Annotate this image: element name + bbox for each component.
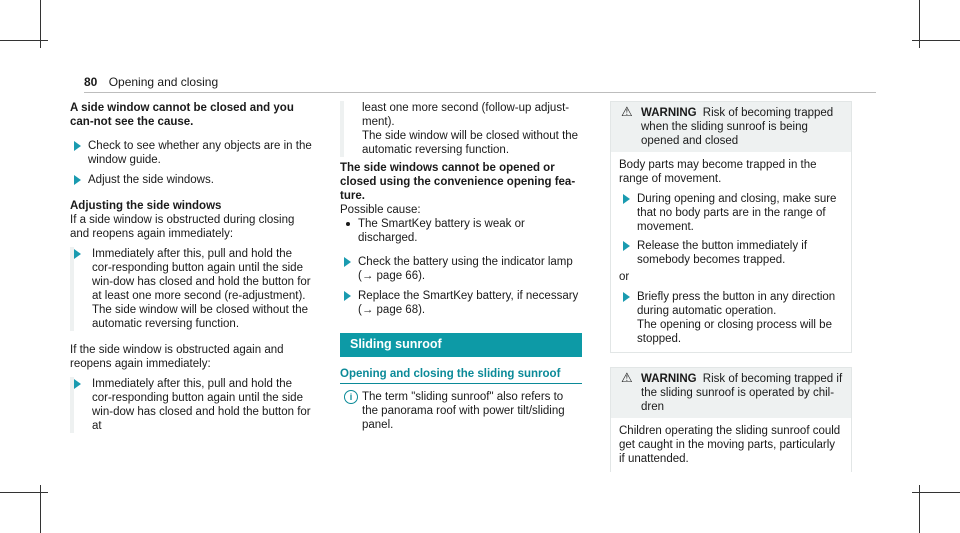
arrow-right-icon <box>344 257 351 267</box>
instruction-step: Check the battery using the indicator lamp (→ page 66). <box>340 255 582 283</box>
instruction-step: During opening and closing, make sure that no body parts are in the range of movement. <box>619 192 843 234</box>
warning-triangle-icon: ⚠ <box>621 370 633 385</box>
column-right <box>610 101 852 472</box>
column-left <box>70 101 312 439</box>
arrow-right-icon <box>623 241 630 251</box>
instruction-step: Briefly press the button in any direction during automatic operation. The opening or closing process will be stopped. <box>619 290 843 346</box>
instruction-step: Adjust the side windows. <box>70 173 312 187</box>
instruction-step: Immediately after this, pull and hold the cor-responding button again until the side win-dow has closed and hold the button for at least one more second (re-adjustment). The side window will be closed without the automatic reversing function. <box>70 247 312 331</box>
crop-mark <box>0 40 48 41</box>
section-title-bar <box>340 333 582 357</box>
instruction-step: Release the button immediately if somebody becomes trapped. <box>619 239 843 267</box>
problem-heading: The side windows cannot be opened or closed using the convenience opening fea-ture. <box>340 162 576 202</box>
arrow-right-icon <box>74 175 81 185</box>
instruction-step-continued: least one more second (follow-up adjust-ment). The side window will be closed without the automatic reversing function. <box>340 101 582 157</box>
paragraph: Possible cause: <box>340 204 421 216</box>
page-number: 80 <box>84 75 98 89</box>
subsection-title: Opening and closing the sliding sunroof <box>340 367 582 384</box>
warning-title: Risk of becoming trapped when the sliding sunroof is being opened and closed <box>641 107 834 147</box>
list-item: The SmartKey battery is weak or discharged. <box>340 217 582 245</box>
section-title: Sliding sunroof <box>350 337 442 351</box>
section-heading: Adjusting the side windows <box>70 200 222 212</box>
arrow-right-icon <box>344 291 351 301</box>
paragraph: If the side window is obstructed again and reopens again immediately: <box>70 344 284 370</box>
warning-label: WARNING <box>641 373 697 385</box>
warning-header <box>611 368 851 418</box>
crop-mark <box>912 40 960 41</box>
arrow-right-icon <box>623 194 630 204</box>
or-label: or <box>619 271 630 283</box>
problem-heading: A side window cannot be closed and you can-not see the cause. <box>70 102 294 128</box>
section-name: Opening and closing <box>108 75 219 89</box>
instruction-step: Replace the SmartKey battery, if necessary (→ page 68). <box>340 289 582 317</box>
paragraph: If a side window is obstructed during closing and reopens again immediately: <box>70 214 295 240</box>
column-middle <box>340 101 582 432</box>
arrow-right-icon <box>74 141 81 151</box>
arrow-right-icon <box>74 249 81 259</box>
crop-mark <box>0 492 48 493</box>
warning-body <box>611 152 851 352</box>
paragraph: Body parts may become trapped in the range of movement. <box>619 159 817 185</box>
warning-body <box>611 418 851 472</box>
warning-triangle-icon: ⚠ <box>621 104 633 119</box>
warning-box <box>610 101 852 353</box>
instruction-step: Check to see whether any objects are in the window guide. <box>70 139 312 167</box>
info-note: i The term "sliding sunroof" also refers to the panorama roof with power tilt/sliding panel. <box>340 390 582 432</box>
warning-title: Risk of becoming trapped if the sliding sunroof is operated by chil-dren <box>641 373 843 413</box>
arrow-right-icon <box>74 379 81 389</box>
crop-mark <box>912 492 960 493</box>
warning-box <box>610 367 852 472</box>
instruction-step: Immediately after this, pull and hold the cor-responding button again until the side win-dow has closed and hold the button for at <box>70 377 312 433</box>
paragraph: Children operating the sliding sunroof could get caught in the moving parts, particularly if unattended. <box>619 425 841 465</box>
warning-header <box>611 102 851 152</box>
warning-label: WARNING <box>641 107 697 119</box>
arrow-right-icon <box>623 292 630 302</box>
info-icon: i <box>344 390 358 404</box>
page-header <box>84 75 218 89</box>
bullet-icon <box>346 222 350 226</box>
header-divider <box>84 92 876 93</box>
